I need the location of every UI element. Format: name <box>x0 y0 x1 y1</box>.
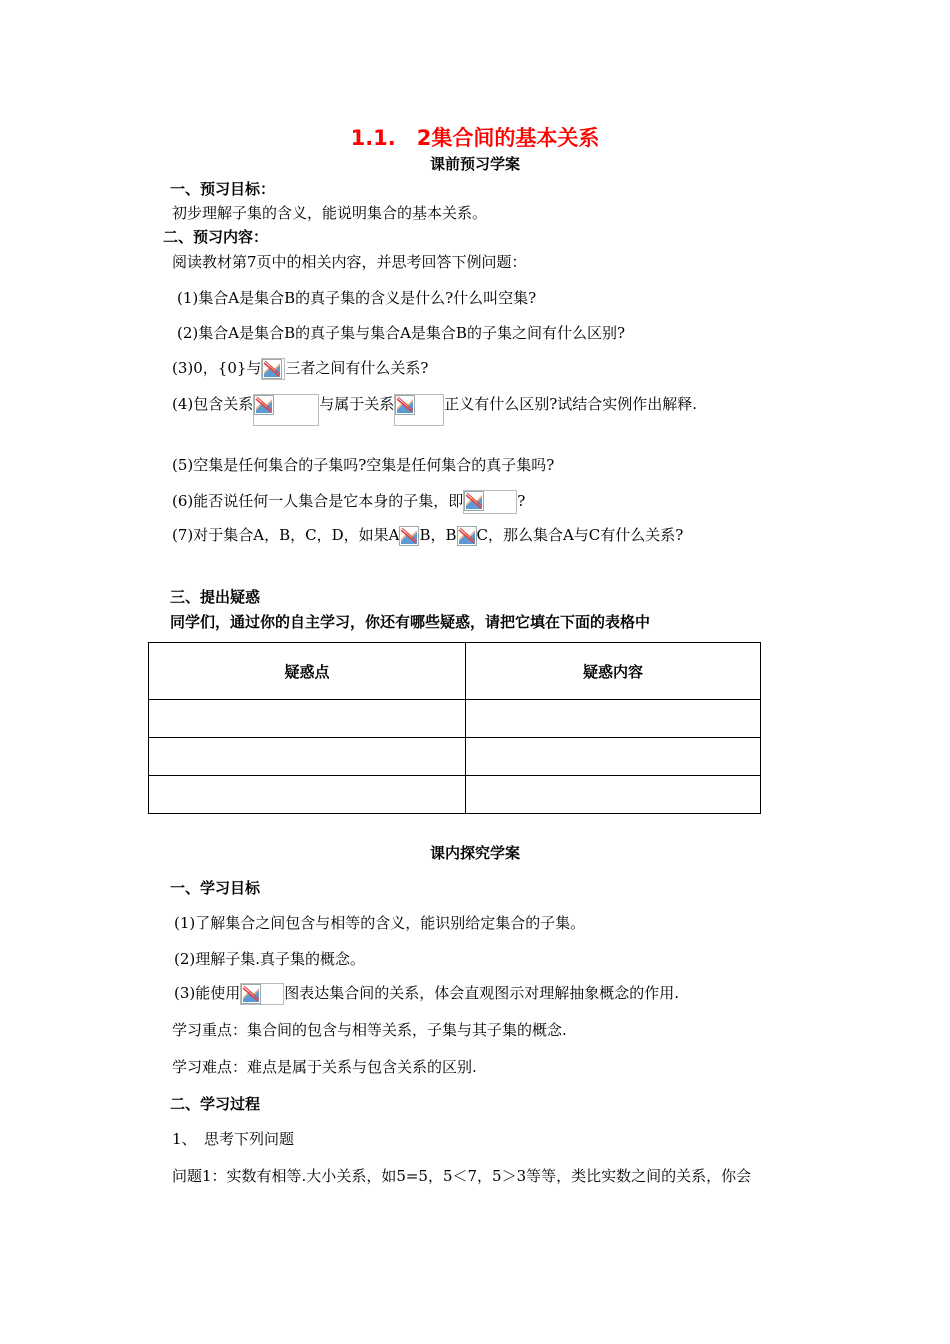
section1-text: 初步理解子集的含义，能说明集合的基本关系。 <box>172 204 488 222</box>
question-4-part-b: 与属于关系 <box>319 395 395 413</box>
question-6-part-a: (6)能否说任何一人集合是它本身的子集，即 <box>172 492 464 510</box>
table-row <box>149 700 761 738</box>
table-cell[interactable] <box>466 738 761 776</box>
table-row <box>149 776 761 814</box>
document-title: 1.1. 2集合间的基本关系 <box>350 126 600 150</box>
section2-heading: 二、预习内容： <box>163 228 269 246</box>
section3-heading: 三、提出疑惑 <box>170 588 261 606</box>
table-cell[interactable] <box>466 776 761 814</box>
table-header-row <box>149 643 761 700</box>
question-4-part-c: 正义有什么区别?试结合实例作出解释. <box>444 395 698 413</box>
question-4 <box>172 394 697 426</box>
broken-image-icon <box>463 490 517 514</box>
question-7-part-b: B，B <box>419 526 457 544</box>
question-3-part-b: 三者之间有什么关系? <box>285 359 429 377</box>
goals-heading: 一、学习目标 <box>170 879 261 897</box>
broken-image-icon <box>261 358 285 380</box>
key-point: 学习重点：集合间的包含与相等关系，子集与其子集的概念. <box>172 1021 567 1039</box>
questions-table <box>148 642 761 814</box>
table-cell[interactable] <box>149 776 466 814</box>
question-1: (1)集合A是集合B的真子集的含义是什么?什么叫空集? <box>177 289 537 307</box>
question-5: (5)空集是任何集合的子集吗?空集是任何集合的真子集吗? <box>172 456 555 474</box>
document-subtitle: 课前预习学案 <box>429 155 520 173</box>
table-cell[interactable] <box>149 738 466 776</box>
question-7-part-a: (7)对于集合A，B，C，D，如果A <box>172 526 400 544</box>
question-4-part-a: (4)包含关系 <box>172 395 254 413</box>
goal-3-part-a: (3)能使用 <box>174 984 241 1002</box>
section3-instruction: 同学们，通过你的自主学习，你还有哪些疑惑，请把它填在下面的表格中 <box>170 613 651 631</box>
table-header-cell: 疑惑内容 <box>466 643 761 700</box>
question-3-part-a: (3)0，{0}与 <box>172 359 262 377</box>
broken-image-icon <box>394 394 444 426</box>
part2-title: 课内探究学案 <box>429 844 520 862</box>
step-1: 1、 思考下列问题 <box>172 1130 295 1148</box>
question-7-part-c: C，那么集合A与C有什么关系? <box>476 526 684 544</box>
table-row <box>149 738 761 776</box>
goal-3 <box>174 983 679 1005</box>
goal-3-part-b: 图表达集合间的关系，体会直观图示对理解抽象概念的作用. <box>284 984 680 1002</box>
broken-image-icon <box>399 526 419 546</box>
section1-heading: 一、预习目标： <box>170 180 276 198</box>
question-6-part-b: ? <box>517 492 526 510</box>
question-2: (2)集合A是集合B的真子集与集合A是集合B的子集之间有什么区别? <box>177 324 626 342</box>
table-cell[interactable] <box>149 700 466 738</box>
table-header-cell: 疑惑点 <box>149 643 466 700</box>
process-heading: 二、学习过程 <box>170 1095 261 1113</box>
question-7 <box>172 525 683 546</box>
broken-image-icon <box>457 526 477 546</box>
broken-image-icon <box>253 394 319 426</box>
broken-image-icon <box>240 983 284 1005</box>
section2-intro: 阅读教材第7页中的相关内容，并思考回答下例问题： <box>172 253 527 271</box>
table-cell[interactable] <box>466 700 761 738</box>
goal-1: (1)了解集合之间包含与相等的含义，能识别给定集合的子集。 <box>174 914 586 932</box>
goal-2: (2)理解子集.真子集的概念。 <box>174 950 366 968</box>
problem-1: 问题1：实数有相等.大小关系，如5=5，5＜7，5＞3等等，类比实数之间的关系，你会 <box>172 1167 752 1185</box>
question-3 <box>172 358 428 380</box>
difficulty: 学习难点：难点是属于关系与包含关系的区别. <box>172 1058 477 1076</box>
question-6 <box>172 490 525 514</box>
